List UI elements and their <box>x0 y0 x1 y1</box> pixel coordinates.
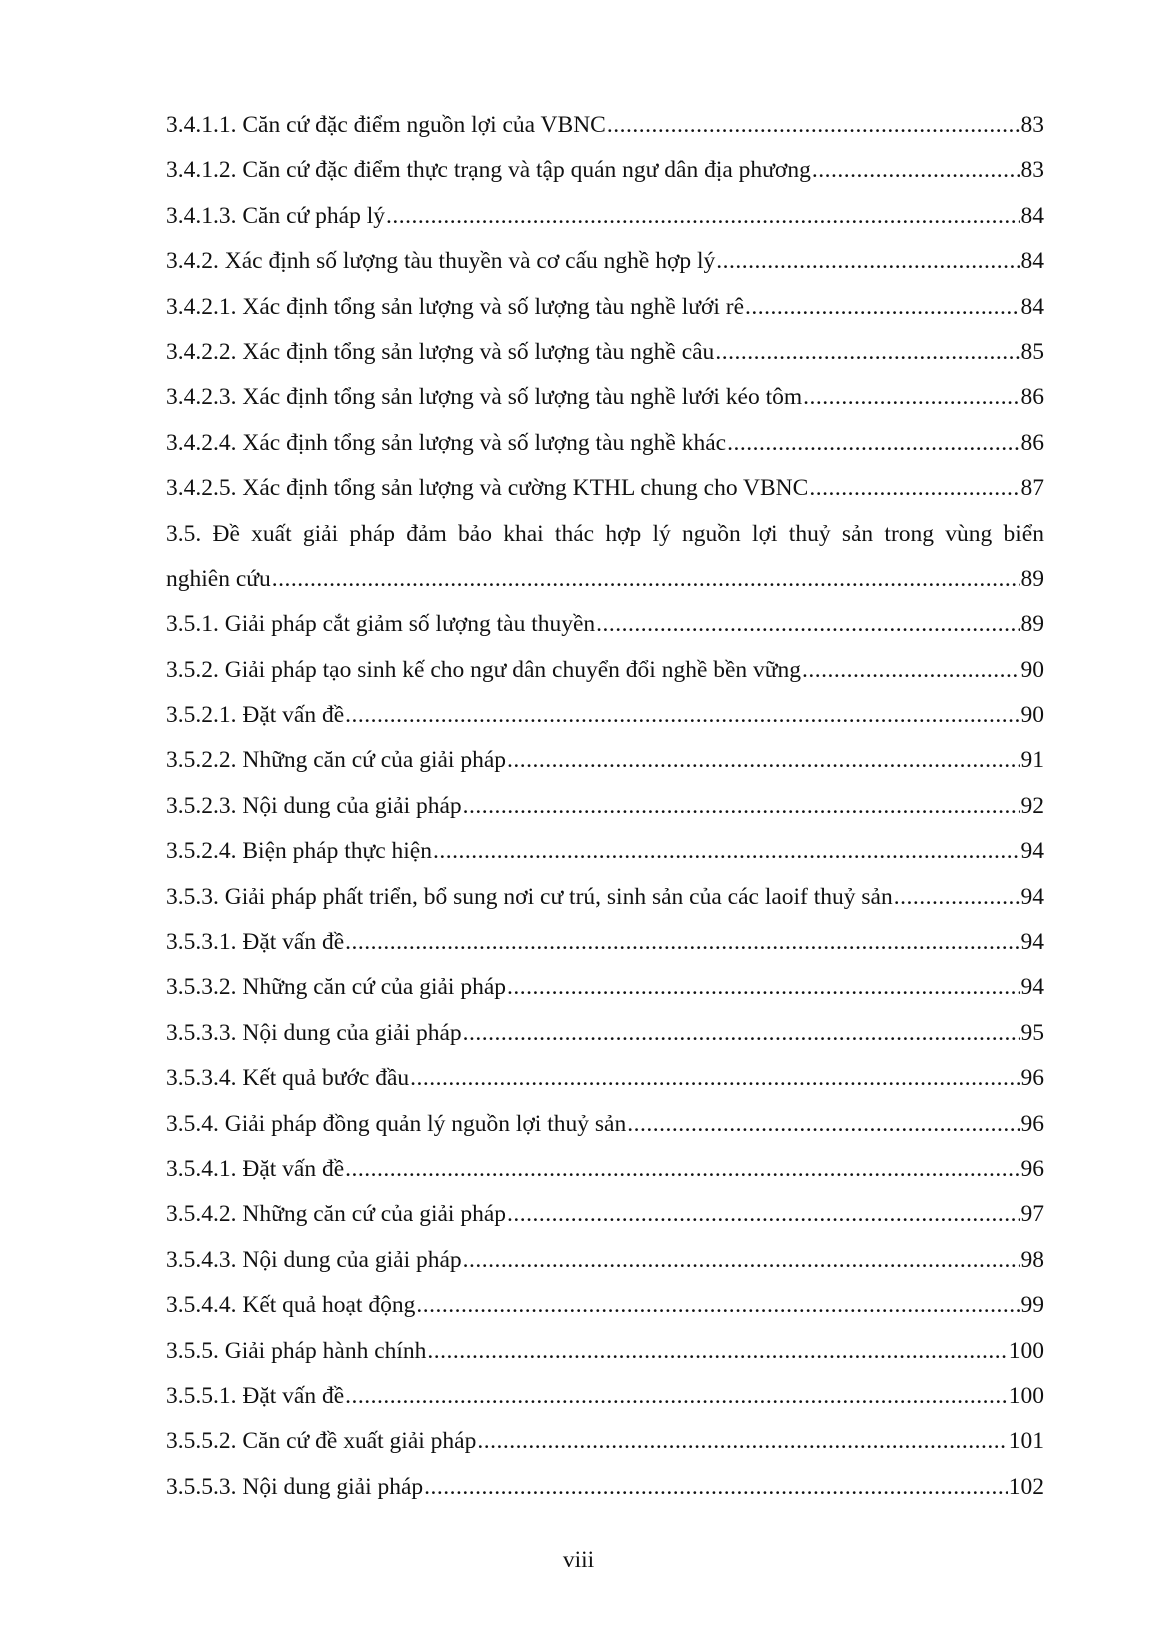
toc-dot-leader <box>745 285 1019 330</box>
toc-entry[interactable] <box>166 239 1044 284</box>
toc-dot-leader <box>427 1329 1007 1374</box>
toc-dot-leader <box>802 648 1019 693</box>
toc-entry[interactable] <box>166 375 1044 420</box>
toc-page-number: 90 <box>1020 702 1044 729</box>
toc-page-number: 89 <box>1020 611 1044 638</box>
toc-dot-leader <box>627 1102 1019 1147</box>
toc-page-number: 91 <box>1020 747 1044 774</box>
toc-entry[interactable] <box>166 920 1044 965</box>
toc-entry-title: 3.5.5.2. Căn cứ đề xuất giải pháp <box>166 1428 477 1455</box>
toc-dot-leader <box>345 1147 1019 1192</box>
toc-entry[interactable] <box>166 148 1044 193</box>
toc-entry[interactable] <box>166 1283 1044 1328</box>
toc-dot-leader <box>894 875 1020 920</box>
toc-entry[interactable] <box>166 194 1044 239</box>
toc-entry-title: 3.5.1. Giải pháp cắt giảm số lượng tàu thuyền <box>166 611 596 638</box>
toc-entry-title: 3.5.4.4. Kết quả hoạt động <box>166 1292 416 1319</box>
toc-entry[interactable] <box>166 103 1044 148</box>
toc-dot-leader <box>507 738 1019 783</box>
toc-entry[interactable] <box>166 1147 1044 1192</box>
toc-page-number: 100 <box>1008 1382 1044 1409</box>
toc-entry-title: 3.4.2.2. Xác định tổng sản lượng và số lượng tàu nghề câu <box>166 338 715 365</box>
toc-entry[interactable] <box>166 1465 1044 1510</box>
toc-page-number: 94 <box>1020 883 1044 910</box>
toc-entry[interactable] <box>166 285 1044 330</box>
toc-entry[interactable] <box>166 829 1044 874</box>
toc-dot-leader <box>272 557 1020 602</box>
toc-page-number: 96 <box>1020 1065 1044 1092</box>
toc-entry-title: 3.5.2. Giải pháp tạo sinh kế cho ngư dân chuyển đổi nghề bền vững <box>166 656 802 683</box>
toc-page-number: 87 <box>1020 475 1044 502</box>
toc-entry[interactable] <box>166 784 1044 829</box>
toc-entry-continuation[interactable] <box>166 557 1044 602</box>
toc-entry-wrapped[interactable] <box>166 512 1044 557</box>
toc-entry-title: 3.5.3. Giải pháp phất triển, bổ sung nơi cư trú, sinh sản của các laoif thuỷ sản <box>166 883 893 910</box>
toc-entry-title: 3.5.4.3. Nội dung của giải pháp <box>166 1246 462 1273</box>
table-of-contents <box>166 103 1044 1510</box>
toc-page-number: 94 <box>1020 974 1044 1001</box>
toc-entry[interactable] <box>166 1374 1044 1419</box>
toc-page-number: 94 <box>1020 929 1044 956</box>
toc-page-number: 96 <box>1020 1110 1044 1137</box>
toc-dot-leader <box>463 784 1020 829</box>
toc-dot-leader <box>507 965 1019 1010</box>
toc-entry-title: 3.4.1.1. Căn cứ đặc điểm nguồn lợi của VBNC <box>166 112 606 138</box>
toc-entry-title: 3.5.2.4. Biện pháp thực hiện <box>166 838 432 865</box>
toc-page-number: 92 <box>1020 792 1044 819</box>
toc-page-number: 102 <box>1008 1473 1044 1500</box>
toc-entry[interactable] <box>166 648 1044 693</box>
toc-entry[interactable] <box>166 602 1044 647</box>
toc-entry-title: 3.5.5.3. Nội dung giải pháp <box>166 1473 424 1500</box>
toc-page-number: 94 <box>1020 838 1044 865</box>
toc-dot-leader <box>463 1238 1020 1283</box>
toc-entry-title: 3.5.4.2. Những căn cứ của giải pháp <box>166 1201 507 1228</box>
toc-entry-title: 3.4.2.3. Xác định tổng sản lượng và số lượng tàu nghề lưới kéo tôm <box>166 384 803 411</box>
toc-dot-leader <box>607 103 1020 148</box>
toc-entry[interactable] <box>166 693 1044 738</box>
toc-dot-leader <box>386 194 1020 239</box>
toc-entry[interactable] <box>166 965 1044 1010</box>
toc-entry-title: 3.4.1.3. Căn cứ pháp lý <box>166 202 385 229</box>
toc-dot-leader <box>716 239 1019 284</box>
toc-entry-title: 3.5.5.1. Đặt vấn đề <box>166 1382 345 1409</box>
toc-dot-leader <box>424 1465 1008 1510</box>
toc-page-number: 83 <box>1020 157 1044 184</box>
toc-entry-title: 3.5.3.3. Nội dung của giải pháp <box>166 1019 462 1046</box>
toc-dot-leader <box>715 330 1019 375</box>
toc-dot-leader <box>809 466 1019 511</box>
toc-page-number: 98 <box>1020 1246 1044 1273</box>
toc-entry-title: 3.4.2. Xác định số lượng tàu thuyền và cơ cấu nghề hợp lý <box>166 248 716 275</box>
toc-page-number: 84 <box>1020 293 1044 320</box>
toc-page-number: 97 <box>1020 1201 1044 1228</box>
toc-entry[interactable] <box>166 1056 1044 1101</box>
toc-entry-title: 3.5.3.4. Kết quả bước đầu <box>166 1065 410 1092</box>
toc-page-number: 86 <box>1020 384 1044 411</box>
toc-dot-leader <box>345 920 1019 965</box>
toc-entry-title: 3.4.1.2. Căn cứ đặc điểm thực trạng và tập quán ngư dân địa phương <box>166 157 811 184</box>
page-number-footer: viii <box>562 1547 595 1573</box>
toc-entry[interactable] <box>166 1192 1044 1237</box>
toc-entry-title: 3.5.3.1. Đặt vấn đề <box>166 929 345 956</box>
toc-entry-title: 3.5.4. Giải pháp đồng quản lý nguồn lợi thuỷ sản <box>166 1110 627 1137</box>
toc-entry-title: 3.5.4.1. Đặt vấn đề <box>166 1155 345 1182</box>
toc-entry[interactable] <box>166 466 1044 511</box>
toc-entry-title: 3.5.2.2. Những căn cứ của giải pháp <box>166 747 507 774</box>
toc-page-number: 99 <box>1020 1292 1044 1319</box>
toc-dot-leader <box>596 602 1019 647</box>
toc-page-number: 84 <box>1020 202 1044 229</box>
toc-page-number: 101 <box>1008 1428 1044 1455</box>
toc-dot-leader <box>345 1374 1008 1419</box>
toc-entry-title: 3.5.2.3. Nội dung của giải pháp <box>166 792 462 819</box>
toc-entry[interactable] <box>166 738 1044 783</box>
toc-entry[interactable] <box>166 1011 1044 1056</box>
toc-entry[interactable] <box>166 421 1044 466</box>
toc-dot-leader <box>433 829 1020 874</box>
toc-entry-title: 3.4.2.5. Xác định tổng sản lượng và cường KTHL chung cho VBNC <box>166 475 809 502</box>
toc-entry-title: 3.5. Đề xuất giải pháp đảm bảo khai thác hợp lý nguồn lợi thuỷ sản trong vùng biển <box>166 520 1044 547</box>
toc-page-number: 86 <box>1020 429 1044 456</box>
toc-dot-leader <box>803 375 1019 420</box>
toc-page-number: 96 <box>1020 1155 1044 1182</box>
toc-entry-title: 3.5.5. Giải pháp hành chính <box>166 1337 427 1364</box>
toc-dot-leader <box>463 1011 1020 1056</box>
toc-page-number: 90 <box>1020 656 1044 683</box>
toc-entry-title: 3.4.2.4. Xác định tổng sản lượng và số lượng tàu nghề khác <box>166 429 727 456</box>
toc-page-number: 85 <box>1020 338 1044 365</box>
toc-dot-leader <box>345 693 1019 738</box>
toc-entry[interactable] <box>166 330 1044 375</box>
toc-page-number: 95 <box>1020 1019 1044 1046</box>
toc-entry[interactable] <box>166 1238 1044 1283</box>
toc-entry-title: 3.4.2.1. Xác định tổng sản lượng và số lượng tàu nghề lưới rê <box>166 293 745 320</box>
toc-entry-title: 3.5.2.1. Đặt vấn đề <box>166 702 345 729</box>
toc-entry[interactable] <box>166 1329 1044 1374</box>
toc-dot-leader <box>727 421 1019 466</box>
toc-dot-leader <box>410 1056 1019 1101</box>
toc-page-number: 84 <box>1020 248 1044 275</box>
toc-entry[interactable] <box>166 1102 1044 1147</box>
toc-dot-leader <box>507 1192 1019 1237</box>
toc-page-number: 83 <box>1020 112 1044 138</box>
toc-page-number: 100 <box>1008 1337 1044 1364</box>
toc-page-number: 89 <box>1020 565 1044 592</box>
toc-entry[interactable] <box>166 875 1044 920</box>
toc-dot-leader <box>812 148 1020 193</box>
toc-entry-title-continued: nghiên cứu <box>166 565 271 592</box>
toc-entry[interactable] <box>166 1419 1044 1464</box>
toc-dot-leader <box>477 1419 1007 1464</box>
toc-dot-leader <box>416 1283 1019 1328</box>
toc-entry-title: 3.5.3.2. Những căn cứ của giải pháp <box>166 974 507 1001</box>
